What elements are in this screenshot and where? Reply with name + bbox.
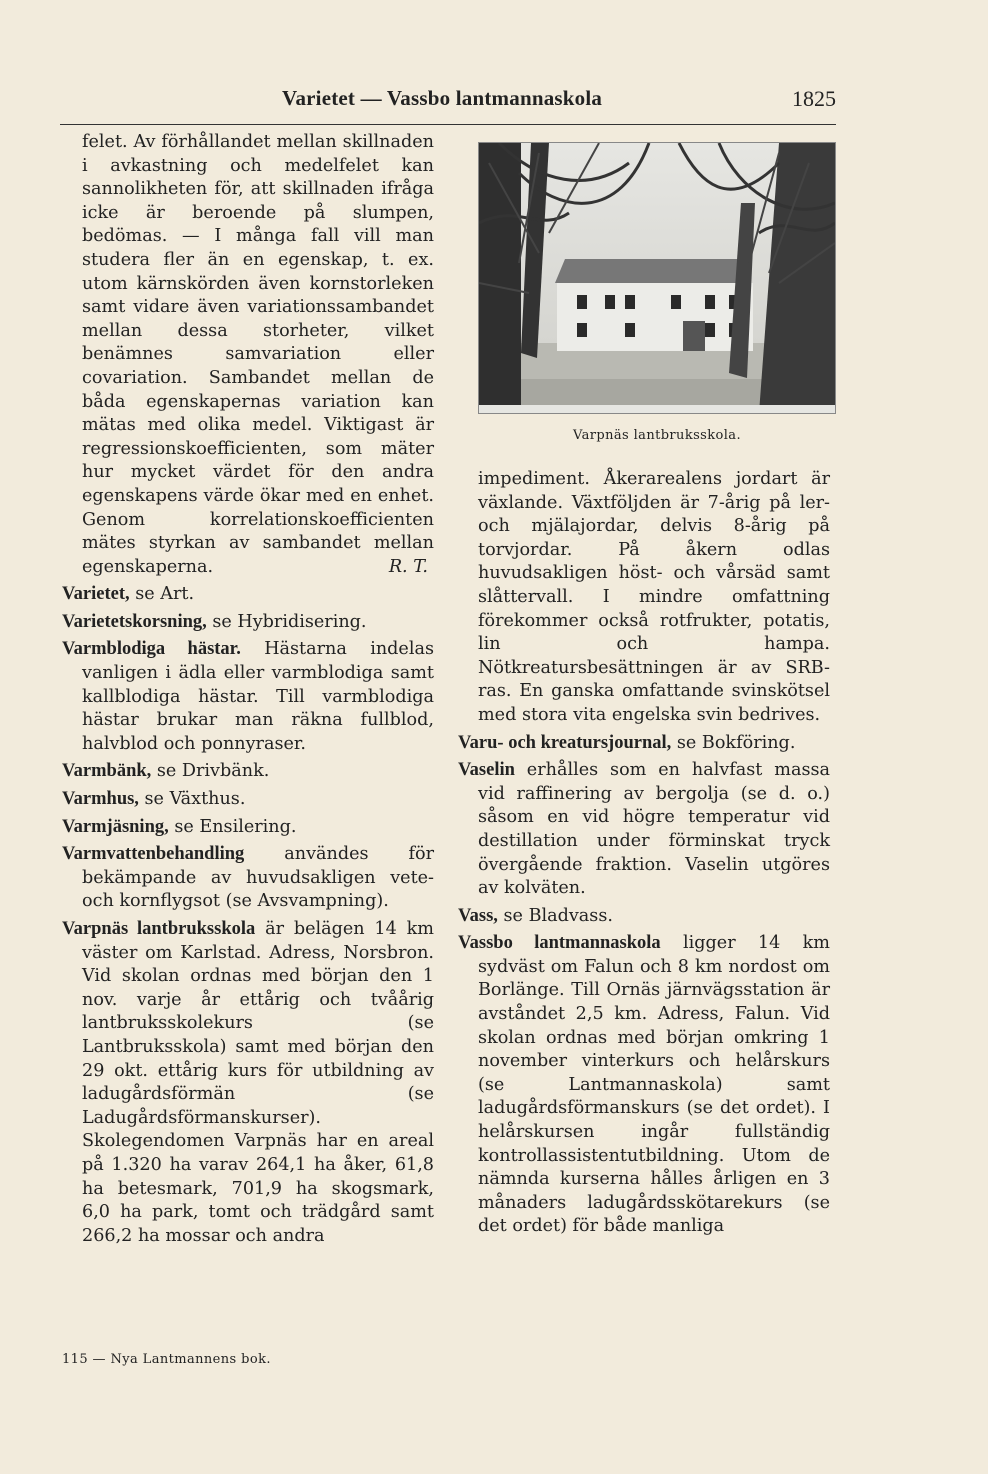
entry-varietetskorsning bbox=[62, 611, 434, 635]
running-head: Varietet — Vassbo lantmannaskola bbox=[282, 86, 603, 110]
entry-headword: Varmblodiga hästar. bbox=[62, 639, 241, 660]
school-building-photo bbox=[478, 142, 836, 414]
entry-varietet bbox=[62, 583, 434, 607]
entry-text: erhålles som en halvfast massa vid raffinering av bergolja (se d. o.) såsom en vid högre temperatur vid destillation under förminskat tryck övergående fraktion. Vaselin utgöres av kolväten. bbox=[478, 760, 830, 899]
entry-text: användes för bekämpande av huvudsakligen vete- och kornflygsot (se Avsvampning). bbox=[82, 844, 434, 912]
entry-headword: Varmbänk, bbox=[62, 761, 152, 782]
entry-text: se Art. bbox=[129, 584, 195, 605]
entry-headword: Vassbo lantmannaskola bbox=[458, 933, 661, 954]
entry-varmhus bbox=[62, 788, 434, 812]
entry-varu-och-kreatursjournal bbox=[458, 732, 830, 756]
figure bbox=[478, 142, 836, 443]
entry-text: se Bladvass. bbox=[497, 905, 613, 926]
paragraph-text: felet. Av förhållandet mellan skillnaden i avkastning och medelfelet kan sannolikheten för, att skillnaden ifråga icke är beroende på slumpen, bedömas. — I många fall vill man studera fler än en egenskap, t. ex. utom kärnskörden även kornstorleken samt vidare även variationssambandet mellan dessa storheter, vilket benämnes samvariation eller covariation. Sambandet mellan de båda egenskapernas variation kan mätas med olika medel. Viktigast är regressionskoefficienten, som mäter hur mycket värdet för den andra egenskapens värde ökar med en enhet. Genom korrelationskoefficienten mätes styrkan av sambandet mellan egenskaperna. bbox=[82, 132, 434, 577]
entry-varpnas-lantbruksskola bbox=[62, 918, 434, 1248]
entry-text: se Bokföring. bbox=[671, 732, 796, 753]
page-footer: 115 — Nya Lantmannens bok. bbox=[62, 1352, 271, 1367]
author-signature: R. T. bbox=[388, 556, 428, 577]
entry-headword: Varmjäsning, bbox=[62, 816, 169, 837]
entry-headword: Varietet, bbox=[62, 584, 130, 605]
right-column bbox=[458, 468, 830, 1239]
entry-text: se Hybridisering. bbox=[206, 611, 367, 632]
continued-paragraph bbox=[62, 131, 434, 579]
entry-text: är belägen 14 km väster om Karlstad. Adress, Norsbron. Vid skolan ordnas med början den 1 nov. varje år ettårig och tvåårig lantbruksskolekurs (se Lantbruksskola) samt med början den 29 okt. ettårig kurs för utbildning av ladugårdsförmän (se Ladugårdsförmanskurser). Skolegendomen Varpnäs har en areal på 1.320 ha varav 264,1 ha åker, 61,8 ha betesmark, 701,9 ha skogsmark, 6,0 ha park, tomt och trädgård samt 266,2 ha mossar och andra bbox=[82, 919, 434, 1246]
continued-paragraph: impediment. Åkerarealens jordart är växlande. Växtföljden är 7-årig på ler- och mjälajordar, delvis 8-årig på torvjordar. På åkern odlas huvudsakligen höst- och vårsäd samt slåttervall. I mindre omfattning förekommer också rotfrukter, potatis, lin och hampa. Nötkreatursbesättningen är av SRB-ras. En ganska omfattande svinskötsel med stora vita engelska svin bedrives. bbox=[478, 469, 830, 725]
entry-vassbo-lantmannaskola bbox=[458, 932, 830, 1239]
entry-text: Hästarna indelas vanligen i ädla eller varmblodiga samt kallblodiga hästar. Till varmblodiga hästar brukar man räkna fullblod, halvblod och ponnyraser. bbox=[82, 639, 434, 754]
entry-headword: Varmvattenbehandling bbox=[62, 844, 245, 865]
entry-varmjasning bbox=[62, 816, 434, 840]
entry-vass bbox=[458, 905, 830, 929]
page-number: 1825 bbox=[792, 86, 836, 111]
entry-headword: Varu- och kreatursjournal, bbox=[458, 732, 672, 753]
entry-varmblodiga-hastar bbox=[62, 638, 434, 756]
entry-headword: Varmhus, bbox=[62, 789, 139, 810]
entry-text: ligger 14 km sydväst om Falun och 8 km nordost om Borlänge. Till Ornäs järnvägsstation är avståndet 2,5 km. Adress, Falun. Vid skolan ordnas med början omkring 1 november vinterkurs och helårskurs (se Lantmannaskola) samt ladugårdsförmanskurs (se det ordet). I helårskursen ingår fullständig kontrollassistentutbildning. Utom de nämnda kurserna hålles årligen en 3 månaders ladugårdsskötarekurs (se det ordet) för både manliga bbox=[478, 933, 830, 1237]
entry-varmbank bbox=[62, 760, 434, 784]
entry-text: se Växthus. bbox=[138, 789, 246, 810]
left-column bbox=[62, 131, 434, 1248]
entry-headword: Varietetskorsning, bbox=[62, 611, 207, 632]
entry-headword: Varpnäs lantbruksskola bbox=[62, 919, 256, 939]
entry-varmvattenbehandling bbox=[62, 843, 434, 914]
entry-text: se Drivbänk. bbox=[151, 761, 270, 782]
entry-text: se Ensilering. bbox=[168, 816, 297, 837]
figure-caption: Varpnäs lantbruksskola. bbox=[573, 428, 741, 443]
entry-headword: Vass, bbox=[458, 905, 498, 926]
entry-vaselin bbox=[458, 759, 830, 901]
page-header bbox=[60, 84, 836, 125]
entry-headword: Vaselin bbox=[458, 760, 515, 781]
